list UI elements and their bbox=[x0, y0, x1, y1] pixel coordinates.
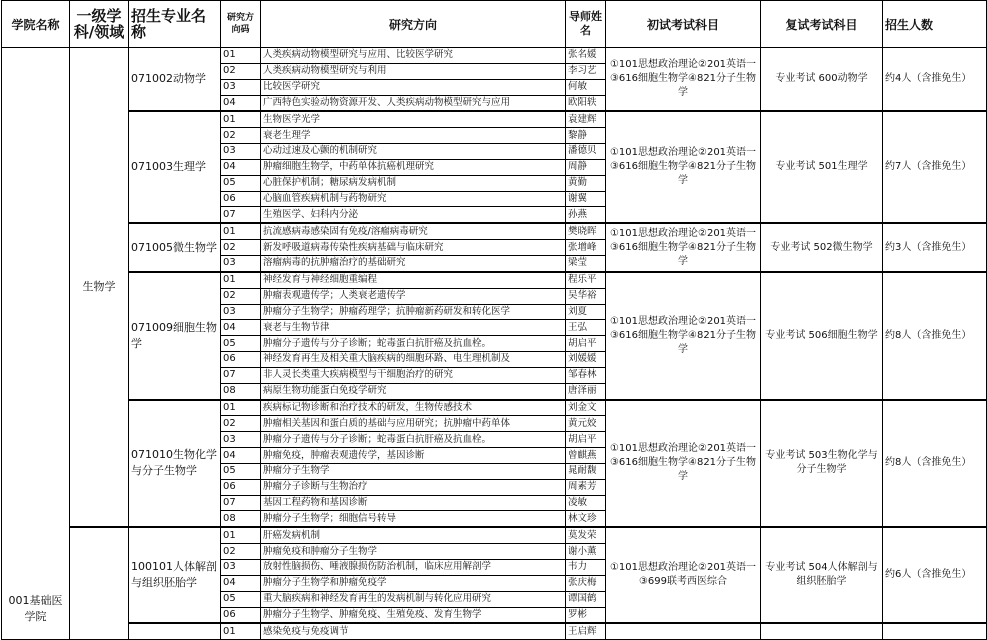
direction-code-cell: 06 bbox=[221, 352, 261, 368]
direction-code-cell: 07 bbox=[221, 367, 261, 383]
direction-cell: 人类疾病动物模型研究与应用、比较医学研究 bbox=[261, 48, 566, 64]
advisor-cell: 邹春林 bbox=[566, 367, 606, 383]
table-body bbox=[2, 48, 987, 640]
direction-cell: 抗流感病毒感染固有免疫/溶瘤病毒研究 bbox=[261, 223, 566, 239]
major-name-cell: 071002动物学 bbox=[129, 48, 221, 112]
retest-exam-cell: 专业考试 504人体解剖与组织胚胎学 bbox=[761, 527, 883, 623]
advisor-cell: 孙燕 bbox=[566, 207, 606, 223]
direction-code-cell: 02 bbox=[221, 63, 261, 79]
direction-cell: 肿瘤细胞生物学，中药单体抗癌机理研究 bbox=[261, 159, 566, 175]
direction-cell: 感染免疫与免疫调节 bbox=[261, 623, 566, 639]
table-row bbox=[2, 48, 987, 64]
table-row bbox=[2, 223, 987, 239]
direction-code-cell: 07 bbox=[221, 207, 261, 223]
direction-cell: 生殖医学、妇科内分泌 bbox=[261, 207, 566, 223]
direction-cell: 人类疾病动物模型研究与利用 bbox=[261, 63, 566, 79]
direction-cell: 生物医学光学 bbox=[261, 111, 566, 127]
advisor-cell: 刘夏 bbox=[566, 304, 606, 320]
direction-code-cell: 05 bbox=[221, 591, 261, 607]
direction-cell: 神经发育再生及相关重大脑疾病的细胞环路、电生理机制及 bbox=[261, 352, 566, 368]
direction-code-cell: 07 bbox=[221, 495, 261, 511]
direction-cell: 基因工程药物和基因诊断 bbox=[261, 495, 566, 511]
direction-cell: 肝癌发病机制 bbox=[261, 527, 566, 543]
advisor-cell: 李习艺 bbox=[566, 63, 606, 79]
direction-cell: 新发呼吸道病毒传染性疾病基础与临床研究 bbox=[261, 240, 566, 256]
direction-cell: 非人灵长类重大疾病模型与干细胞治疗的研究 bbox=[261, 367, 566, 383]
advisor-cell: 罗彬 bbox=[566, 607, 606, 623]
direction-cell: 重大脑疾病和神经发育再生的发病机制与转化应用研究 bbox=[261, 591, 566, 607]
direction-cell: 肿瘤分子遗传与分子诊断；蛇毒蛋白抗肝癌及抗血栓。 bbox=[261, 432, 566, 448]
header-row bbox=[2, 1, 987, 48]
initial-exam-cell: ①101思想政治理论②201英语一③616细胞生物学④821分子生物学 bbox=[606, 111, 761, 223]
major-name-cell bbox=[129, 623, 221, 639]
table-row bbox=[2, 623, 987, 639]
header-discipline: 一级学科/领域 bbox=[70, 1, 129, 48]
direction-cell: 比较医学研究 bbox=[261, 79, 566, 95]
direction-code-cell: 06 bbox=[221, 607, 261, 623]
direction-cell: 肿瘤表观遗传学；人类衰老遗传学 bbox=[261, 288, 566, 304]
direction-cell: 病原生物功能蛋白免疫学研究 bbox=[261, 383, 566, 399]
retest-exam-cell: 专业考试 501生理学 bbox=[761, 111, 883, 223]
direction-code-cell: 05 bbox=[221, 336, 261, 352]
advisor-cell: 胡启平 bbox=[566, 336, 606, 352]
quota-cell: 约6人（含推免生） bbox=[883, 527, 987, 623]
advisor-cell: 谢翼 bbox=[566, 191, 606, 207]
advisor-cell: 黎静 bbox=[566, 128, 606, 144]
header-advisor: 导师姓名 bbox=[566, 1, 606, 48]
advisor-cell: 谭国鹤 bbox=[566, 591, 606, 607]
direction-code-cell: 01 bbox=[221, 527, 261, 543]
direction-cell: 心脏保护机制；糖尿病发病机制 bbox=[261, 175, 566, 191]
direction-cell: 疾病标记物诊断和治疗技术的研发，生物传感技术 bbox=[261, 400, 566, 416]
direction-code-cell: 06 bbox=[221, 191, 261, 207]
retest-exam-cell: 专业考试 600动物学 bbox=[761, 48, 883, 112]
admissions-table bbox=[1, 0, 987, 640]
direction-code-cell: 04 bbox=[221, 320, 261, 336]
header-exam2: 复试考试科目 bbox=[761, 1, 883, 48]
advisor-cell: 何敏 bbox=[566, 79, 606, 95]
direction-cell: 衰老与生物节律 bbox=[261, 320, 566, 336]
header-direction: 研究方向 bbox=[261, 1, 566, 48]
retest-exam-cell bbox=[761, 623, 883, 639]
advisor-cell: 凌敏 bbox=[566, 495, 606, 511]
retest-exam-cell: 专业考试 502微生物学 bbox=[761, 223, 883, 272]
initial-exam-cell: ①101思想政治理论②201英语一③616细胞生物学④821分子生物学 bbox=[606, 223, 761, 272]
direction-code-cell: 01 bbox=[221, 223, 261, 239]
direction-cell: 肿瘤免疫和肿瘤分子生物学 bbox=[261, 544, 566, 560]
direction-code-cell: 05 bbox=[221, 175, 261, 191]
advisor-cell: 周素芳 bbox=[566, 479, 606, 495]
direction-cell: 肿瘤分子诊断与生物治疗 bbox=[261, 479, 566, 495]
advisor-cell: 梁莹 bbox=[566, 255, 606, 271]
major-name-cell: 071010生物化学与分子生物学 bbox=[129, 400, 221, 528]
quota-cell: 约7人（含推免生） bbox=[883, 111, 987, 223]
direction-cell: 肿瘤相关基因和蛋白质的基础与应用研究；抗肿瘤中药单体 bbox=[261, 416, 566, 432]
retest-exam-cell: 专业考试 506细胞生物学 bbox=[761, 272, 883, 400]
discipline-cell bbox=[70, 527, 129, 639]
direction-code-cell: 03 bbox=[221, 144, 261, 160]
direction-cell: 肿瘤分子生物学、肿瘤免疫、生殖免疫、发育生物学 bbox=[261, 607, 566, 623]
direction-code-cell: 03 bbox=[221, 304, 261, 320]
direction-code-cell: 03 bbox=[221, 79, 261, 95]
direction-cell: 广西特色实验动物资源开发、人类疾病动物模型研究与应用 bbox=[261, 95, 566, 111]
advisor-cell: 韦力 bbox=[566, 560, 606, 576]
initial-exam-cell: ①101思想政治理论②201英语一③616细胞生物学④821分子生物学 bbox=[606, 48, 761, 112]
direction-code-cell: 04 bbox=[221, 95, 261, 111]
major-name-cell: 100101人体解剖与组织胚胎学 bbox=[129, 527, 221, 623]
college-name-cell: 001基础医学院 bbox=[2, 48, 70, 640]
direction-code-cell: 03 bbox=[221, 560, 261, 576]
direction-code-cell: 02 bbox=[221, 544, 261, 560]
direction-cell: 放射性脑损伤、唾液腺损伤防治机制，临床应用解剖学 bbox=[261, 560, 566, 576]
advisor-cell: 黄勤 bbox=[566, 175, 606, 191]
advisor-cell: 张庆梅 bbox=[566, 575, 606, 591]
direction-code-cell: 01 bbox=[221, 48, 261, 64]
major-name-cell: 071003生理学 bbox=[129, 111, 221, 223]
direction-code-cell: 03 bbox=[221, 432, 261, 448]
table-row bbox=[2, 111, 987, 127]
direction-cell: 肿瘤分子生物学；细胞信号转导 bbox=[261, 511, 566, 527]
direction-code-cell: 06 bbox=[221, 479, 261, 495]
advisor-cell: 胡启平 bbox=[566, 432, 606, 448]
direction-cell: 衰老生理学 bbox=[261, 128, 566, 144]
direction-code-cell: 01 bbox=[221, 111, 261, 127]
major-name-cell: 071009细胞生物学 bbox=[129, 272, 221, 400]
direction-cell: 肿瘤分子生物学和肿瘤免疫学 bbox=[261, 575, 566, 591]
table-row bbox=[2, 272, 987, 288]
direction-code-cell: 02 bbox=[221, 240, 261, 256]
table-row bbox=[2, 527, 987, 543]
direction-code-cell: 03 bbox=[221, 255, 261, 271]
direction-code-cell: 01 bbox=[221, 272, 261, 288]
initial-exam-cell: ①101思想政治理论②201英语一③699联考西医综合 bbox=[606, 527, 761, 623]
direction-cell: 肿瘤分子生物学；肿瘤药理学；抗肿瘤新药研发和转化医学 bbox=[261, 304, 566, 320]
advisor-cell: 樊晓晖 bbox=[566, 223, 606, 239]
advisor-cell: 张名媛 bbox=[566, 48, 606, 64]
advisor-cell: 莫发荣 bbox=[566, 527, 606, 543]
direction-code-cell: 05 bbox=[221, 463, 261, 479]
direction-code-cell: 08 bbox=[221, 383, 261, 399]
advisor-cell: 曾麒燕 bbox=[566, 448, 606, 464]
direction-code-cell: 04 bbox=[221, 159, 261, 175]
direction-code-cell: 02 bbox=[221, 288, 261, 304]
advisor-cell: 刘金文 bbox=[566, 400, 606, 416]
quota-cell: 约3人（含推免生） bbox=[883, 223, 987, 272]
advisor-cell: 袁建辉 bbox=[566, 111, 606, 127]
quota-cell: 约4人（含推免生） bbox=[883, 48, 987, 112]
header-exam1: 初试考试科目 bbox=[606, 1, 761, 48]
direction-cell: 肿瘤免疫，肿瘤表观遗传学，基因诊断 bbox=[261, 448, 566, 464]
direction-code-cell: 02 bbox=[221, 128, 261, 144]
quota-cell bbox=[883, 623, 987, 639]
table-row bbox=[2, 400, 987, 416]
advisor-cell: 吴华裕 bbox=[566, 288, 606, 304]
initial-exam-cell bbox=[606, 623, 761, 639]
advisor-cell: 唐泽丽 bbox=[566, 383, 606, 399]
advisor-cell: 程乐平 bbox=[566, 272, 606, 288]
advisor-cell: 林文珍 bbox=[566, 511, 606, 527]
initial-exam-cell: ①101思想政治理论②201英语一③616细胞生物学④821分子生物学 bbox=[606, 272, 761, 400]
direction-cell: 肿瘤分子生物学 bbox=[261, 463, 566, 479]
header-quota: 招生人数 bbox=[883, 1, 987, 48]
advisor-cell: 黄元姣 bbox=[566, 416, 606, 432]
advisor-cell: 刘媛媛 bbox=[566, 352, 606, 368]
retest-exam-cell: 专业考试 503生物化学与分子生物学 bbox=[761, 400, 883, 528]
advisor-cell: 王启辉 bbox=[566, 623, 606, 639]
quota-cell: 约8人（含推免生） bbox=[883, 400, 987, 528]
direction-cell: 神经发育与神经细胞重编程 bbox=[261, 272, 566, 288]
major-name-cell: 071005微生物学 bbox=[129, 223, 221, 272]
direction-cell: 心动过速及心颤的机制研究 bbox=[261, 144, 566, 160]
header-major: 招生专业名称 bbox=[129, 1, 221, 48]
header-code: 研究方向码 bbox=[221, 1, 261, 48]
direction-cell: 溶瘤病毒的抗肿瘤治疗的基础研究 bbox=[261, 255, 566, 271]
quota-cell: 约8人（含推免生） bbox=[883, 272, 987, 400]
direction-code-cell: 01 bbox=[221, 623, 261, 639]
advisor-cell: 欧阳轶 bbox=[566, 95, 606, 111]
advisor-cell: 张增峰 bbox=[566, 240, 606, 256]
direction-cell: 心脑血管疾病机制与药物研究 bbox=[261, 191, 566, 207]
direction-code-cell: 01 bbox=[221, 400, 261, 416]
direction-cell: 肿瘤分子遗传与分子诊断；蛇毒蛋白抗肝癌及抗血栓。 bbox=[261, 336, 566, 352]
direction-code-cell: 02 bbox=[221, 416, 261, 432]
discipline-cell: 生物学 bbox=[70, 48, 129, 528]
advisor-cell: 王弘 bbox=[566, 320, 606, 336]
advisor-cell: 潘德贝 bbox=[566, 144, 606, 160]
advisor-cell: 周静 bbox=[566, 159, 606, 175]
direction-code-cell: 08 bbox=[221, 511, 261, 527]
direction-code-cell: 04 bbox=[221, 448, 261, 464]
header-college: 学院名称 bbox=[2, 1, 70, 48]
advisor-cell: 晁耐馥 bbox=[566, 463, 606, 479]
initial-exam-cell: ①101思想政治理论②201英语一③616细胞生物学④821分子生物学 bbox=[606, 400, 761, 528]
advisor-cell: 谢小薰 bbox=[566, 544, 606, 560]
direction-code-cell: 04 bbox=[221, 575, 261, 591]
